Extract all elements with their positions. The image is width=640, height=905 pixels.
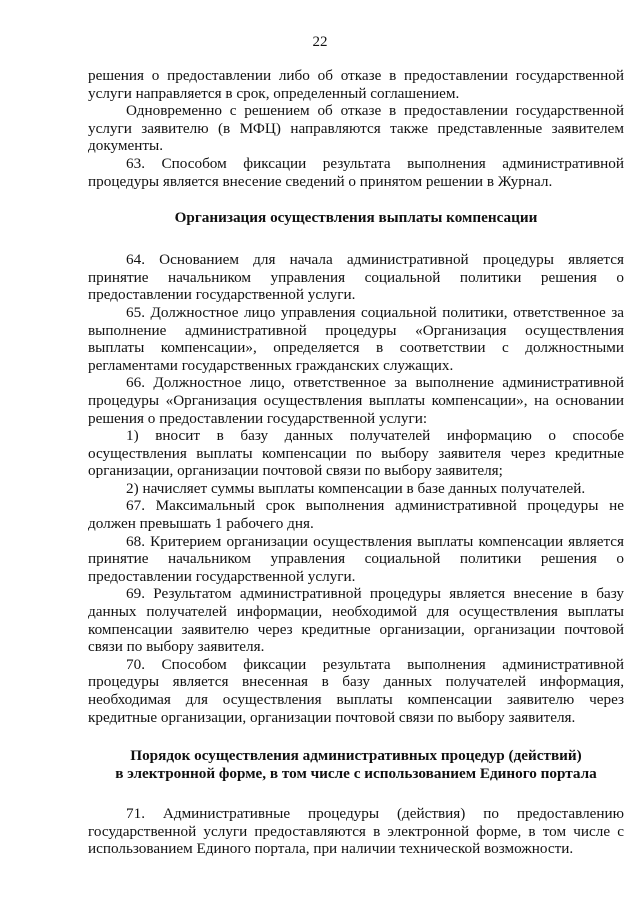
paragraph-64: 64. Основанием для начала административной процедуры является принятие начальником управления социальной политики решения о предоставлении государственной услуги. <box>88 251 624 304</box>
paragraph: Одновременно с решением об отказе в предоставлении государственной услуги заявителю (в МФЦ) направляются также представленные заявителем документы. <box>88 102 624 155</box>
paragraph-67: 67. Максимальный срок выполнения административной процедуры не должен превышать 1 рабочего дня. <box>88 497 624 533</box>
page-number: 22 <box>312 34 328 50</box>
paragraph-70: 70. Способом фиксации результата выполнения административной процедуры является внесенная в базу данных получателей информация, необходимая для осуществления выплаты компенсации заявителю через кредитные организации, организации почтовой связи по выбору заявителя. <box>88 655 624 726</box>
section-heading-line: Порядок осуществления административных процедур (действий) <box>130 747 582 765</box>
paragraph-68: 68. Критерием организации осуществления выплаты компенсации является принятие начальником управления социальной политики решения о предоставлении государственной услуги. <box>88 532 624 585</box>
paragraph-65: 65. Должностное лицо управления социальной политики, ответственное за выполнение административной процедуры «Организация осуществления выплаты компенсации», определяется в соответствии с должностными регламентами государственных гражданских служащих. <box>88 303 624 374</box>
paragraph-69: 69. Результатом административной процедуры является внесение в базу данных получателей информации, необходимой для осуществления выплаты компенсации заявителю через кредитные организации, организации почтовой связи по выбору заявителя. <box>88 585 624 656</box>
section-heading-line: в электронной форме, в том числе с использованием Единого портала <box>115 765 597 783</box>
paragraph-63: 63. Способом фиксации результата выполнения административной процедуры является внесение сведений о принятом решении в Журнал. <box>88 154 624 190</box>
document-body <box>88 67 624 858</box>
list-item-2: 2) начисляет суммы выплаты компенсации в базе данных получателей. <box>126 479 586 497</box>
section-heading-compensation: Организация осуществления выплаты компенсации <box>174 209 538 227</box>
paragraph-continuation: решения о предоставлении либо об отказе в предоставлении государственной услуги направляется в срок, определенный соглашением. <box>88 67 624 102</box>
paragraph-71: 71. Административные процедуры (действия) по предоставлению государственной услуги предоставляются в электронной форме, в том числе с использованием Единого портала, при наличии технической возможности. <box>88 805 624 858</box>
paragraph-66: 66. Должностное лицо, ответственное за выполнение административной процедуры «Организация осуществления выплаты компенсации», на основании решения о предоставлении государственной услуги: <box>88 374 624 427</box>
list-item-1: 1) вносит в базу данных получателей информацию о способе осуществления выплаты компенсации по выбору заявителя через кредитные организации, организации почтовой связи по выбору заявителя; <box>88 427 624 480</box>
section-heading-electronic <box>88 747 624 783</box>
